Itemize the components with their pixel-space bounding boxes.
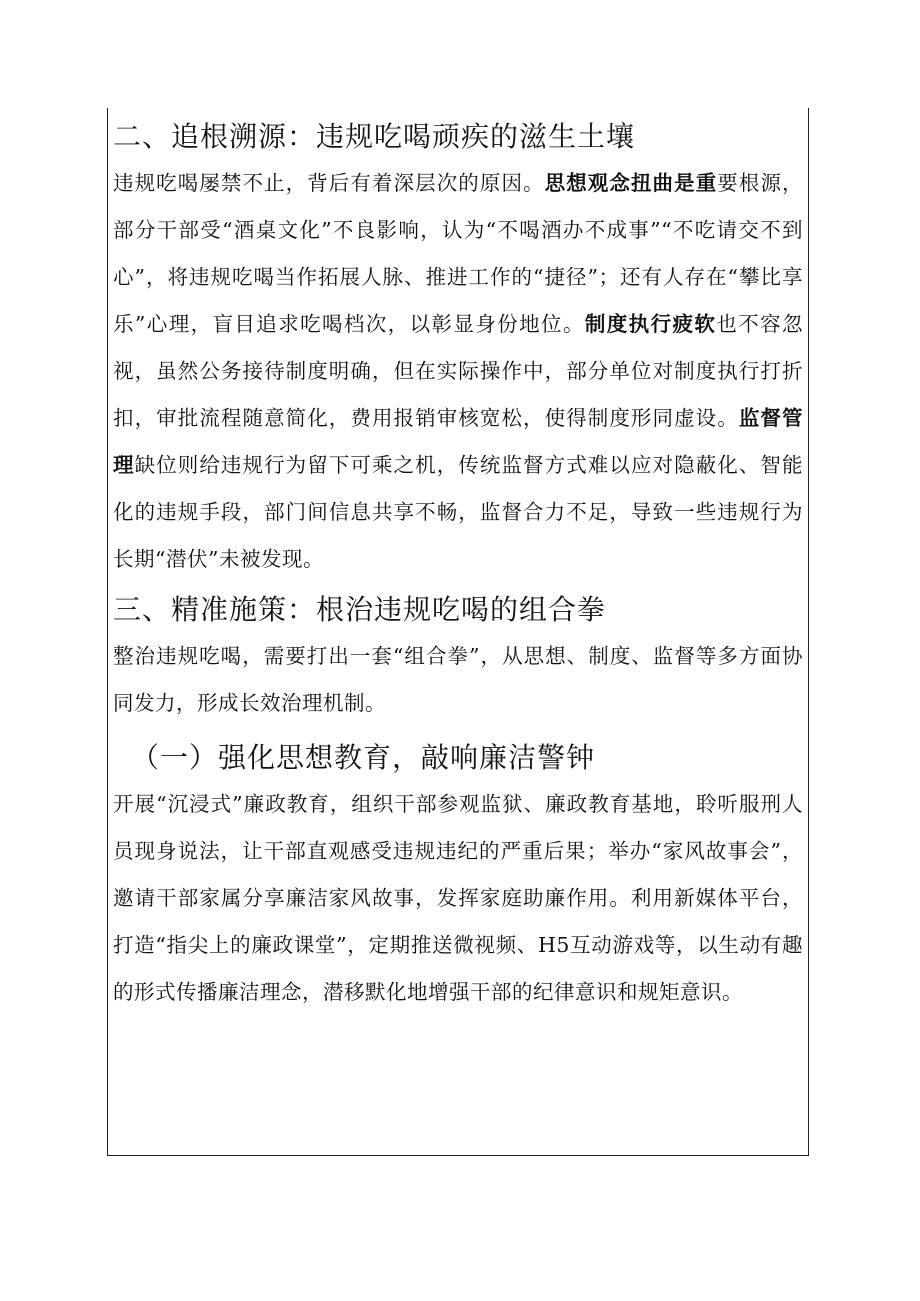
subsection-1-heading: （一）强化思想教育，敲响廉洁警钟 <box>131 741 596 774</box>
paragraph-text: 违规吃喝屡禁不止，背后有着深层次的原因。 <box>113 171 545 195</box>
emphasis-ideology: 思想观念扭曲是重 <box>544 171 718 195</box>
emphasis-supervision: 监督管理 <box>113 406 804 477</box>
section-2-heading: 二、追根溯源：违规吃喝顽疾的滋生土壤 <box>113 120 636 153</box>
section-3-heading: 三、精准施策：根治违规吃喝的组合拳 <box>113 593 607 626</box>
paragraph-text: 也不容忽视，虽然公务接待制度明确，但在实际操作中，部分单位对制度执行打折扣，审批流程随意简化，费用报销审核宽松，使得制度形同虚设。 <box>113 312 804 430</box>
subsection-1-paragraph: 开展“沉浸式”廉政教育，组织干部参观监狱、廉政教育基地，聆听服刑人员现身说法，让干部直观感受违规违纪的严重后果；举办“家风故事会”，邀请干部家属分享廉洁家风故事，发挥家庭助廉作用。利用新媒体平台，打造“指尖上的廉政课堂”，定期推送微视频、H5互动游戏等，以生动有趣的形式传播廉洁理念，潜移默化地增强干部的纪律意识和规矩意识。 <box>113 792 803 1004</box>
section-2-paragraph <box>113 160 803 583</box>
section-3-intro: 整治违规吃喝，需要打出一套“组合拳”，从思想、制度、监督等多方面协同发力，形成长效治理机制。 <box>113 644 803 715</box>
paragraph-text: 缺位则给违规行为留下可乘之机，传统监督方式难以应对隐蔽化、智能化的违规手段，部门间信息共享不畅，监督合力不足，导致一些违规行为长期“潜伏”未被发现。 <box>113 453 804 571</box>
document-content <box>113 116 803 1016</box>
paragraph-text: 要根源，部分干部受“酒桌文化”不良影响，认为“不喝酒办不成事”“不吃请交不到心”，将违规吃喝当作拓展人脉、推进工作的“捷径”；还有人存在“攀比享乐”心理，盲目追求吃喝档次，以彰显身份地位。 <box>113 171 804 336</box>
emphasis-system-execution: 制度执行疲软 <box>584 312 717 336</box>
